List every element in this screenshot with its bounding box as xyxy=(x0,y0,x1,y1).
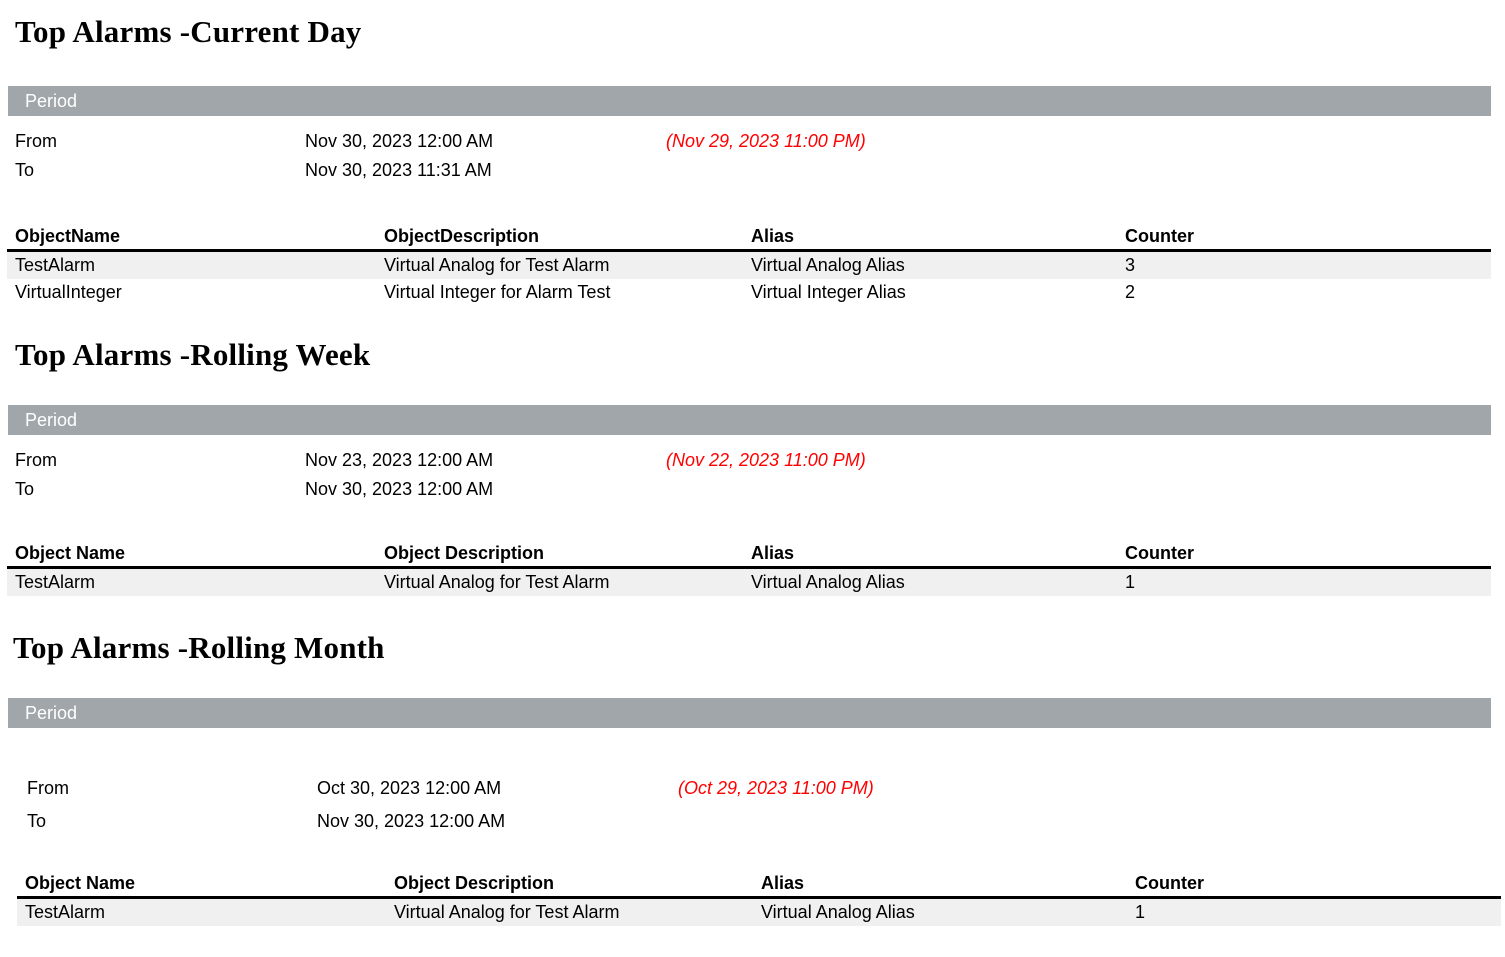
col-header-alias: Alias xyxy=(743,225,1117,251)
top-alarms-table xyxy=(17,872,1501,926)
cell-counter: 3 xyxy=(1125,255,1136,275)
top-alarms-table xyxy=(7,225,1491,306)
period-header-bar xyxy=(8,405,1491,435)
period-rows xyxy=(0,127,1505,185)
table-row xyxy=(17,898,1501,927)
period-rows xyxy=(0,772,1505,838)
to-offset-note xyxy=(666,156,1505,185)
period-to-row xyxy=(0,156,1505,185)
from-offset-note: (Nov 29, 2023 11:00 PM) xyxy=(666,131,866,151)
table-header-row xyxy=(7,542,1491,568)
from-label: From xyxy=(15,131,57,151)
col-header-object-name: Object Name xyxy=(7,542,376,568)
period-header-bar xyxy=(8,698,1491,728)
period-header-label: Period xyxy=(25,410,78,430)
from-value: Nov 23, 2023 12:00 AM xyxy=(305,450,494,470)
col-header-counter: Counter xyxy=(1117,225,1491,251)
cell-object-name: VirtualInteger xyxy=(15,282,122,302)
to-label: To xyxy=(15,160,35,180)
col-header-object-description: Object Description xyxy=(386,872,753,898)
cell-alias: Virtual Analog Alias xyxy=(751,572,905,592)
from-offset-note: (Oct 29, 2023 11:00 PM) xyxy=(678,778,874,798)
section-title: Top Alarms -Rolling Month xyxy=(13,630,385,665)
cell-object-description: Virtual Analog for Test Alarm xyxy=(384,255,610,275)
col-header-alias: Alias xyxy=(743,542,1117,568)
period-rows xyxy=(0,446,1505,504)
col-header-object-description: ObjectDescription xyxy=(376,225,743,251)
to-value: Nov 30, 2023 11:31 AM xyxy=(305,160,492,180)
section-rolling-month xyxy=(0,630,1505,926)
section-current-day xyxy=(0,14,1505,306)
period-to-row xyxy=(0,475,1505,504)
col-header-object-name: ObjectName xyxy=(7,225,376,251)
from-offset-note: (Nov 22, 2023 11:00 PM) xyxy=(666,450,866,470)
from-label: From xyxy=(27,778,69,798)
cell-alias: Virtual Analog Alias xyxy=(751,255,905,275)
cell-object-name: TestAlarm xyxy=(15,255,96,275)
period-header-label: Period xyxy=(25,91,78,111)
period-from-row xyxy=(0,127,1505,156)
section-title: Top Alarms -Rolling Week xyxy=(15,337,371,372)
period-header-label: Period xyxy=(25,703,78,723)
table-header-row xyxy=(7,225,1491,251)
cell-object-description: Virtual Integer for Alarm Test xyxy=(384,282,611,302)
table-row xyxy=(7,279,1491,306)
period-from-row xyxy=(0,772,1505,805)
cell-object-name: TestAlarm xyxy=(15,572,96,592)
cell-object-description: Virtual Analog for Test Alarm xyxy=(384,572,610,592)
cell-object-name: TestAlarm xyxy=(25,902,106,922)
col-header-object-name: Object Name xyxy=(17,872,386,898)
to-offset-note xyxy=(678,805,1505,838)
to-label: To xyxy=(27,811,47,831)
section-rolling-week xyxy=(0,337,1505,596)
to-offset-note xyxy=(666,475,1505,504)
table-row xyxy=(7,568,1491,597)
from-value: Nov 30, 2023 12:00 AM xyxy=(305,131,494,151)
period-from-row xyxy=(0,446,1505,475)
cell-counter: 2 xyxy=(1125,282,1136,302)
section-title: Top Alarms -Current Day xyxy=(15,14,362,49)
to-label: To xyxy=(15,479,35,499)
from-label: From xyxy=(15,450,57,470)
to-value: Nov 30, 2023 12:00 AM xyxy=(317,811,506,831)
cell-alias: Virtual Integer Alias xyxy=(751,282,906,302)
top-alarms-table xyxy=(7,542,1491,596)
table-header-row xyxy=(17,872,1501,898)
from-value: Oct 30, 2023 12:00 AM xyxy=(317,778,502,798)
col-header-alias: Alias xyxy=(753,872,1127,898)
cell-object-description: Virtual Analog for Test Alarm xyxy=(394,902,620,922)
cell-counter: 1 xyxy=(1135,902,1146,922)
cell-counter: 1 xyxy=(1125,572,1136,592)
period-to-row xyxy=(0,805,1505,838)
cell-alias: Virtual Analog Alias xyxy=(761,902,915,922)
col-header-counter: Counter xyxy=(1117,542,1491,568)
table-row xyxy=(7,251,1491,280)
col-header-counter: Counter xyxy=(1127,872,1501,898)
col-header-object-description: Object Description xyxy=(376,542,743,568)
period-header-bar xyxy=(8,86,1491,116)
to-value: Nov 30, 2023 12:00 AM xyxy=(305,479,494,499)
